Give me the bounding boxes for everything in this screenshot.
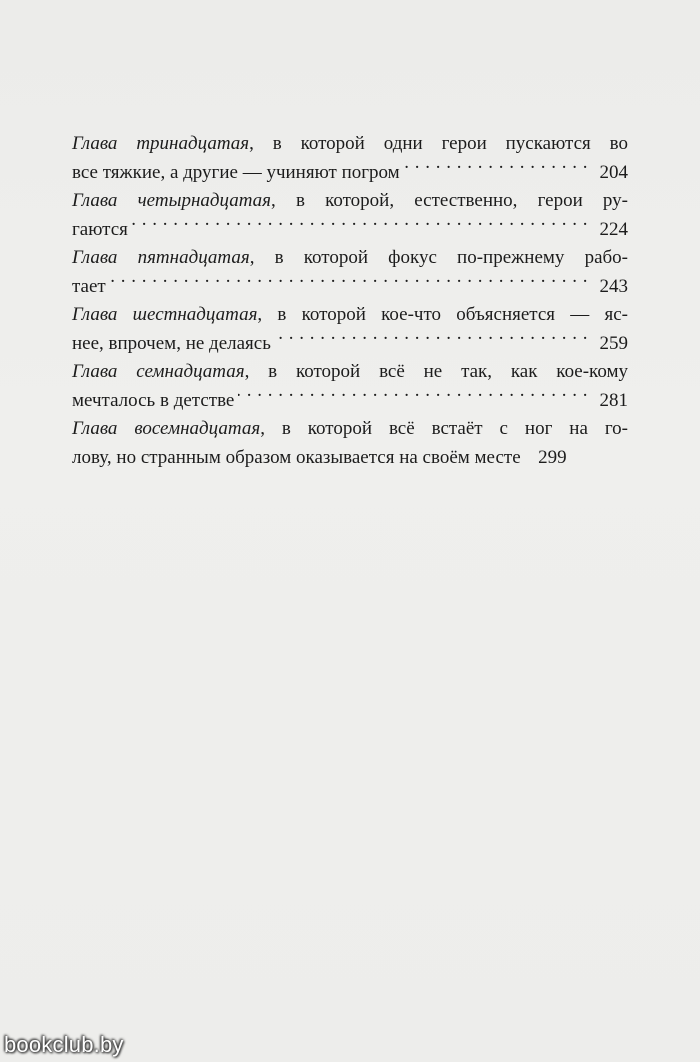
page-number: 281: [599, 389, 628, 411]
chapter-description-start: , в которой всё не так, как кое-кому: [244, 361, 628, 382]
toc-entry: [72, 130, 628, 187]
toc-entry-first-line: [72, 358, 628, 387]
chapter-title: Глава пятнадцатая: [72, 247, 250, 268]
chapter-title: Глава тринадцатая: [72, 133, 250, 154]
page-number: 224: [599, 218, 628, 240]
toc-entry-line-2: [72, 216, 628, 245]
toc-entry: [72, 187, 628, 244]
toc-entry-line-2: [72, 387, 628, 416]
dot-leader: [132, 216, 588, 235]
chapter-description-end: гаются: [72, 218, 128, 240]
toc-entry-line-1: [72, 415, 628, 444]
toc-entry: [72, 358, 628, 415]
dot-leader: [110, 273, 588, 292]
toc-entry-line-1: [72, 358, 628, 387]
chapter-description-start: , в которой одни герои пускаются во: [249, 133, 628, 154]
toc-entry: [72, 301, 628, 358]
chapter-description-end: мечталось в детстве: [72, 389, 235, 411]
chapter-description-end: все тяжкие, а другие — учиняют погром: [72, 161, 400, 183]
chapter-description-start: , в которой всё встаёт с ног на го-: [260, 418, 628, 439]
chapter-description-end: нее, впрочем, не делаясь: [72, 332, 271, 354]
toc-entry: [72, 244, 628, 301]
toc-entry-first-line: [72, 130, 628, 159]
toc-entry-line-1: [72, 187, 628, 216]
toc-entry-first-line: [72, 244, 628, 273]
watermark-logo: bookclub.by: [4, 1032, 124, 1057]
chapter-description-end: тает: [72, 275, 106, 297]
toc-entry-line-2: [72, 159, 628, 188]
toc-entry-line-2: [72, 330, 628, 359]
toc-entry-line-1: [72, 301, 628, 330]
chapter-description-start: , в которой фокус по-прежнему рабо-: [249, 247, 628, 268]
chapter-description-start: , в которой кое-что объясняется — яс-: [257, 304, 628, 325]
dot-leader: [275, 330, 588, 349]
toc-entry-line-1: [72, 130, 628, 159]
dot-leader: [404, 159, 588, 178]
toc-entry-first-line: [72, 415, 628, 444]
toc-entry-first-line: [72, 301, 628, 330]
page-number: 299: [538, 446, 567, 468]
chapter-title: Глава семнадцатая: [72, 361, 245, 382]
chapter-title: Глава восемнадцатая: [72, 418, 261, 439]
toc-entry-first-line: [72, 187, 628, 216]
page-number: 259: [599, 332, 628, 354]
table-of-contents: [72, 130, 628, 472]
chapter-title: Глава шестнадцатая: [72, 304, 258, 325]
dot-leader: [238, 387, 588, 406]
toc-entry-line-2: [72, 273, 628, 302]
toc-entry-line-1: [72, 244, 628, 273]
page-number: 243: [599, 275, 628, 297]
page-number: 204: [599, 161, 628, 183]
toc-entry-line-2: [72, 444, 628, 473]
toc-entry: [72, 415, 628, 472]
chapter-title: Глава четырнадцатая: [72, 190, 272, 211]
chapter-description-end: лову, но странным образом оказывается на своём месте: [72, 446, 521, 468]
chapter-description-start: , в которой, естественно, герои ру-: [271, 190, 629, 211]
